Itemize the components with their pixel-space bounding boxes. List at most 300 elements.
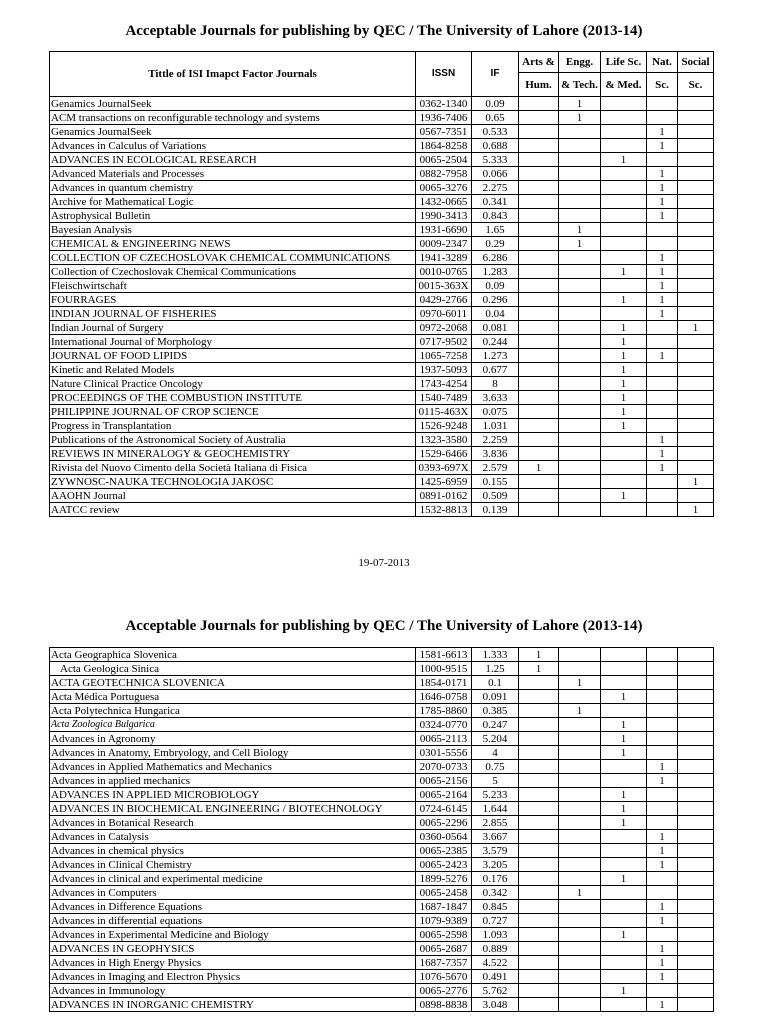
table-row: [50, 788, 714, 802]
issn-cell: 1937-5093: [416, 363, 472, 377]
arts-hum-cell: [519, 690, 559, 704]
arts-hum-cell: [519, 802, 559, 816]
journal-name-cell: Astrophysical Bulletin: [50, 209, 416, 223]
table-row: [50, 503, 714, 517]
life-med-cell: 1: [601, 802, 647, 816]
engg-tech-cell: [559, 984, 601, 998]
arts-hum-cell: [519, 279, 559, 293]
social-sc-cell: [678, 349, 714, 363]
impact-factor-cell: 0.075: [472, 405, 519, 419]
arts-hum-cell: [519, 363, 559, 377]
journal-name-cell: ADVANCES IN GEOPHYSICS: [50, 942, 416, 956]
engg-tech-cell: [559, 125, 601, 139]
arts-hum-cell: [519, 872, 559, 886]
impact-factor-cell: 3.205: [472, 858, 519, 872]
journal-name-cell: Advances in Anatomy, Embryology, and Cell Biology: [50, 746, 416, 760]
nat-sc-cell: [647, 732, 678, 746]
journal-name-cell: Acta Geologica Sinica: [50, 662, 416, 676]
engg-tech-cell: [559, 774, 601, 788]
issn-cell: 0360-0564: [416, 830, 472, 844]
arts-hum-cell: [519, 844, 559, 858]
engg-tech-cell: [559, 690, 601, 704]
life-med-cell: [601, 914, 647, 928]
nat-sc-cell: [647, 872, 678, 886]
engg-tech-cell: [559, 732, 601, 746]
table-row: [50, 181, 714, 195]
impact-factor-cell: 1.273: [472, 349, 519, 363]
journal-name-cell: Fleischwirtschaft: [50, 279, 416, 293]
table-row: [50, 321, 714, 335]
nat-sc-cell: 1: [647, 125, 678, 139]
issn-cell: 1743-4254: [416, 377, 472, 391]
arts-hum-cell: [519, 433, 559, 447]
nat-sc-cell: 1: [647, 139, 678, 153]
engg-tech-cell: [559, 209, 601, 223]
table-row: [50, 662, 714, 676]
life-med-cell: [601, 209, 647, 223]
date-footer: 19-07-2013: [358, 557, 410, 569]
nat-sc-cell: 1: [647, 307, 678, 321]
impact-factor-cell: 2.259: [472, 433, 519, 447]
impact-factor-cell: 2.275: [472, 181, 519, 195]
nat-sc-cell: [647, 321, 678, 335]
arts-hum-cell: [519, 760, 559, 774]
journal-name-cell: International Journal of Morphology: [50, 335, 416, 349]
arts-hum-cell: 1: [519, 662, 559, 676]
engg-tech-cell: [559, 970, 601, 984]
social-sc-cell: [678, 377, 714, 391]
table-row: [50, 914, 714, 928]
journal-name-cell: PHILIPPINE JOURNAL OF CROP SCIENCE: [50, 405, 416, 419]
journal-name-cell: Genamics JournalSeek: [50, 97, 416, 111]
arts-hum-cell: [519, 984, 559, 998]
engg-tech-cell: [559, 335, 601, 349]
nat-sc-cell: [647, 718, 678, 732]
table-row: [50, 475, 714, 489]
journals-table-body: [50, 97, 714, 517]
engg-tech-cell: [559, 195, 601, 209]
journal-name-cell: Advances in clinical and experimental medicine: [50, 872, 416, 886]
issn-cell: 1540-7489: [416, 391, 472, 405]
social-sc-cell: [678, 956, 714, 970]
arts-hum-cell: [519, 349, 559, 363]
arts-hum-cell: [519, 181, 559, 195]
journal-name-cell: ACM transactions on reconfigurable technology and systems: [50, 111, 416, 125]
life-med-cell: 1: [601, 335, 647, 349]
life-med-cell: 1: [601, 732, 647, 746]
nat-sc-cell: [647, 662, 678, 676]
engg-tech-cell: [559, 802, 601, 816]
issn-cell: 1687-1847: [416, 900, 472, 914]
engg-tech-cell: [559, 760, 601, 774]
issn-cell: 0015-363X: [416, 279, 472, 293]
nat-sc-cell: 1: [647, 265, 678, 279]
impact-factor-cell: 1.283: [472, 265, 519, 279]
journal-name-cell: Collection of Czechoslovak Chemical Communications: [50, 265, 416, 279]
journal-name-cell: JOURNAL OF FOOD LIPIDS: [50, 349, 416, 363]
nat-sc-cell: [647, 153, 678, 167]
nat-sc-cell: 1: [647, 349, 678, 363]
social-sc-cell: [678, 391, 714, 405]
engg-tech-cell: [559, 900, 601, 914]
social-sc-cell: [678, 209, 714, 223]
life-med-cell: [601, 139, 647, 153]
table-row: [50, 377, 714, 391]
life-med-cell: 1: [601, 984, 647, 998]
arts-hum-cell: [519, 774, 559, 788]
nat-sc-cell: 1: [647, 956, 678, 970]
impact-factor-cell: 4: [472, 746, 519, 760]
issn-cell: 0065-2504: [416, 153, 472, 167]
social-sc-cell: [678, 774, 714, 788]
life-med-cell: [601, 461, 647, 475]
life-med-cell: 1: [601, 363, 647, 377]
life-med-cell: [601, 704, 647, 718]
issn-cell: 0891-0162: [416, 489, 472, 503]
header-nat-top: Nat.: [647, 52, 678, 73]
impact-factor-cell: 0.081: [472, 321, 519, 335]
impact-factor-cell: 3.633: [472, 391, 519, 405]
life-med-cell: 1: [601, 746, 647, 760]
arts-hum-cell: [519, 111, 559, 125]
impact-factor-cell: 0.75: [472, 760, 519, 774]
impact-factor-cell: 1.093: [472, 928, 519, 942]
issn-cell: 0065-2598: [416, 928, 472, 942]
arts-hum-cell: [519, 153, 559, 167]
arts-hum-cell: [519, 475, 559, 489]
impact-factor-cell: 4.522: [472, 956, 519, 970]
impact-factor-cell: 0.677: [472, 363, 519, 377]
arts-hum-cell: [519, 139, 559, 153]
engg-tech-cell: [559, 405, 601, 419]
impact-factor-cell: 1.644: [472, 802, 519, 816]
social-sc-cell: 1: [678, 475, 714, 489]
impact-factor-cell: 2.579: [472, 461, 519, 475]
journals-table-body: [50, 648, 714, 1012]
social-sc-cell: 1: [678, 321, 714, 335]
social-sc-cell: [678, 223, 714, 237]
engg-tech-cell: [559, 167, 601, 181]
engg-tech-cell: [559, 279, 601, 293]
issn-cell: 1864-8258: [416, 139, 472, 153]
nat-sc-cell: [647, 237, 678, 251]
social-sc-cell: [678, 662, 714, 676]
nat-sc-cell: 1: [647, 998, 678, 1012]
arts-hum-cell: [519, 718, 559, 732]
issn-cell: 2070-0733: [416, 760, 472, 774]
arts-hum-cell: [519, 732, 559, 746]
journal-name-cell: Advances in Computers: [50, 886, 416, 900]
nat-sc-cell: [647, 802, 678, 816]
social-sc-cell: [678, 732, 714, 746]
engg-tech-cell: [559, 139, 601, 153]
table-row: [50, 844, 714, 858]
nat-sc-cell: [647, 97, 678, 111]
engg-tech-cell: [559, 718, 601, 732]
social-sc-cell: [678, 760, 714, 774]
issn-cell: 0970-6011: [416, 307, 472, 321]
arts-hum-cell: [519, 209, 559, 223]
engg-tech-cell: 1: [559, 704, 601, 718]
journals-table: [49, 647, 714, 1012]
social-sc-cell: [678, 844, 714, 858]
impact-factor-cell: 0.533: [472, 125, 519, 139]
impact-factor-cell: 0.091: [472, 690, 519, 704]
life-med-cell: [601, 844, 647, 858]
engg-tech-cell: [559, 461, 601, 475]
life-med-cell: 1: [601, 718, 647, 732]
table-row: [50, 251, 714, 265]
social-sc-cell: [678, 942, 714, 956]
arts-hum-cell: [519, 704, 559, 718]
impact-factor-cell: 3.667: [472, 830, 519, 844]
issn-cell: 0065-2776: [416, 984, 472, 998]
issn-cell: 0065-2458: [416, 886, 472, 900]
issn-cell: 0065-2164: [416, 788, 472, 802]
arts-hum-cell: [519, 419, 559, 433]
issn-cell: 0393-697X: [416, 461, 472, 475]
life-med-cell: [601, 237, 647, 251]
impact-factor-cell: 0.244: [472, 335, 519, 349]
engg-tech-cell: [559, 307, 601, 321]
table-row: [50, 718, 714, 732]
engg-tech-cell: [559, 181, 601, 195]
arts-hum-cell: [519, 97, 559, 111]
life-med-cell: 1: [601, 349, 647, 363]
social-sc-cell: [678, 858, 714, 872]
journal-name-cell: Acta Médica Portuguesa: [50, 690, 416, 704]
journal-name-cell: Advances in Clinical Chemistry: [50, 858, 416, 872]
header-life-top: Life Sc.: [601, 52, 647, 73]
issn-cell: 1899-5276: [416, 872, 472, 886]
issn-cell: 0717-9502: [416, 335, 472, 349]
life-med-cell: [601, 662, 647, 676]
nat-sc-cell: 1: [647, 433, 678, 447]
nat-sc-cell: 1: [647, 293, 678, 307]
impact-factor-cell: 0.843: [472, 209, 519, 223]
engg-tech-cell: [559, 377, 601, 391]
journal-name-cell: Advances in Imaging and Electron Physics: [50, 970, 416, 984]
engg-tech-cell: [559, 816, 601, 830]
arts-hum-cell: [519, 195, 559, 209]
nat-sc-cell: 1: [647, 858, 678, 872]
impact-factor-cell: 5.333: [472, 153, 519, 167]
life-med-cell: [601, 760, 647, 774]
table-row: [50, 125, 714, 139]
journal-name-cell: AAOHN Journal: [50, 489, 416, 503]
engg-tech-cell: [559, 956, 601, 970]
header-arts-top: Arts &: [519, 52, 559, 73]
life-med-cell: [601, 970, 647, 984]
impact-factor-cell: 5.204: [472, 732, 519, 746]
journal-name-cell: REVIEWS IN MINERALOGY & GEOCHEMISTRY: [50, 447, 416, 461]
arts-hum-cell: [519, 956, 559, 970]
engg-tech-cell: [559, 746, 601, 760]
arts-hum-cell: [519, 265, 559, 279]
impact-factor-cell: 0.09: [472, 97, 519, 111]
nat-sc-cell: [647, 816, 678, 830]
issn-cell: 1785-8860: [416, 704, 472, 718]
impact-factor-cell: 0.342: [472, 886, 519, 900]
arts-hum-cell: [519, 886, 559, 900]
table-row: [50, 237, 714, 251]
life-med-cell: 1: [601, 690, 647, 704]
engg-tech-cell: 1: [559, 223, 601, 237]
engg-tech-cell: 1: [559, 676, 601, 690]
social-sc-cell: [678, 914, 714, 928]
table-row: [50, 886, 714, 900]
journal-name-cell: Acta Zoologica Bulgarica: [50, 718, 416, 732]
issn-cell: 0065-2423: [416, 858, 472, 872]
table-row: [50, 391, 714, 405]
life-med-cell: [601, 279, 647, 293]
social-sc-cell: [678, 872, 714, 886]
engg-tech-cell: [559, 858, 601, 872]
issn-cell: 0301-5556: [416, 746, 472, 760]
impact-factor-cell: 0.688: [472, 139, 519, 153]
social-sc-cell: [678, 718, 714, 732]
journal-name-cell: FOURRAGES: [50, 293, 416, 307]
table-row: [50, 998, 714, 1012]
social-sc-cell: [678, 237, 714, 251]
issn-cell: 0065-2296: [416, 816, 472, 830]
arts-hum-cell: [519, 391, 559, 405]
arts-hum-cell: [519, 321, 559, 335]
table-row: [50, 732, 714, 746]
engg-tech-cell: [559, 788, 601, 802]
life-med-cell: [601, 307, 647, 321]
impact-factor-cell: 5.762: [472, 984, 519, 998]
nat-sc-cell: 1: [647, 195, 678, 209]
header-life-bottom: & Med.: [601, 73, 647, 97]
arts-hum-cell: [519, 223, 559, 237]
impact-factor-cell: 0.1: [472, 676, 519, 690]
nat-sc-cell: 1: [647, 167, 678, 181]
table-row: [50, 858, 714, 872]
issn-cell: 1532-8813: [416, 503, 472, 517]
issn-cell: 0882-7958: [416, 167, 472, 181]
impact-factor-cell: 0.04: [472, 307, 519, 321]
nat-sc-cell: [647, 111, 678, 125]
table-row: [50, 746, 714, 760]
journal-name-cell: Advances in differential equations: [50, 914, 416, 928]
engg-tech-cell: 1: [559, 237, 601, 251]
table-row: [50, 349, 714, 363]
issn-cell: 1529-6466: [416, 447, 472, 461]
nat-sc-cell: 1: [647, 760, 678, 774]
table-row: [50, 293, 714, 307]
issn-cell: 1000-9515: [416, 662, 472, 676]
table-row: [50, 760, 714, 774]
impact-factor-cell: 0.066: [472, 167, 519, 181]
life-med-cell: 1: [601, 153, 647, 167]
table-row: [50, 676, 714, 690]
impact-factor-cell: 0.139: [472, 503, 519, 517]
issn-cell: 1941-3289: [416, 251, 472, 265]
engg-tech-cell: 1: [559, 97, 601, 111]
arts-hum-cell: [519, 942, 559, 956]
issn-cell: 1526-9248: [416, 419, 472, 433]
nat-sc-cell: [647, 690, 678, 704]
life-med-cell: 1: [601, 419, 647, 433]
impact-factor-cell: 5.233: [472, 788, 519, 802]
journal-name-cell: Advances in chemical physics: [50, 844, 416, 858]
issn-cell: 0324-0770: [416, 718, 472, 732]
impact-factor-cell: 0.176: [472, 872, 519, 886]
issn-cell: 0115-463X: [416, 405, 472, 419]
header-social-top: Social: [678, 52, 714, 73]
table-row: [50, 405, 714, 419]
engg-tech-cell: [559, 363, 601, 377]
table-row: [50, 153, 714, 167]
journal-name-cell: ZYWNOSC-NAUKA TECHNOLOGIA JAKOSC: [50, 475, 416, 489]
issn-cell: 0065-3276: [416, 181, 472, 195]
table-row: [50, 139, 714, 153]
nat-sc-cell: [647, 489, 678, 503]
social-sc-cell: [678, 928, 714, 942]
nat-sc-cell: [647, 475, 678, 489]
issn-cell: 1990-3413: [416, 209, 472, 223]
arts-hum-cell: [519, 676, 559, 690]
table-row: [50, 307, 714, 321]
issn-cell: 1687-7357: [416, 956, 472, 970]
table-row: [50, 970, 714, 984]
table-row: [50, 335, 714, 349]
social-sc-cell: [678, 153, 714, 167]
issn-cell: 0065-2156: [416, 774, 472, 788]
nat-sc-cell: [647, 503, 678, 517]
nat-sc-cell: 1: [647, 830, 678, 844]
social-sc-cell: [678, 111, 714, 125]
impact-factor-cell: 0.65: [472, 111, 519, 125]
impact-factor-cell: 6.286: [472, 251, 519, 265]
header-engg-top: Engg.: [559, 52, 601, 73]
engg-tech-cell: [559, 433, 601, 447]
social-sc-cell: [678, 648, 714, 662]
nat-sc-cell: 1: [647, 774, 678, 788]
impact-factor-cell: 0.845: [472, 900, 519, 914]
life-med-cell: [601, 858, 647, 872]
engg-tech-cell: [559, 942, 601, 956]
social-sc-cell: [678, 676, 714, 690]
table-row: [50, 447, 714, 461]
life-med-cell: [601, 774, 647, 788]
life-med-cell: [601, 676, 647, 690]
table-row: [50, 872, 714, 886]
life-med-cell: [601, 956, 647, 970]
journal-name-cell: Advances in Catalysis: [50, 830, 416, 844]
journal-name-cell: PROCEEDINGS OF THE COMBUSTION INSTITUTE: [50, 391, 416, 405]
engg-tech-cell: [559, 447, 601, 461]
life-med-cell: [601, 475, 647, 489]
arts-hum-cell: [519, 746, 559, 760]
impact-factor-cell: 3.579: [472, 844, 519, 858]
social-sc-cell: [678, 195, 714, 209]
table-row: [50, 363, 714, 377]
engg-tech-cell: [559, 872, 601, 886]
social-sc-cell: [678, 363, 714, 377]
arts-hum-cell: [519, 167, 559, 181]
life-med-cell: [601, 167, 647, 181]
table-row: [50, 774, 714, 788]
life-med-cell: 1: [601, 265, 647, 279]
social-sc-cell: [678, 489, 714, 503]
issn-cell: 0065-2385: [416, 844, 472, 858]
nat-sc-cell: 1: [647, 461, 678, 475]
header-issn: ISSN: [416, 52, 472, 97]
table-row: [50, 802, 714, 816]
life-med-cell: [601, 447, 647, 461]
